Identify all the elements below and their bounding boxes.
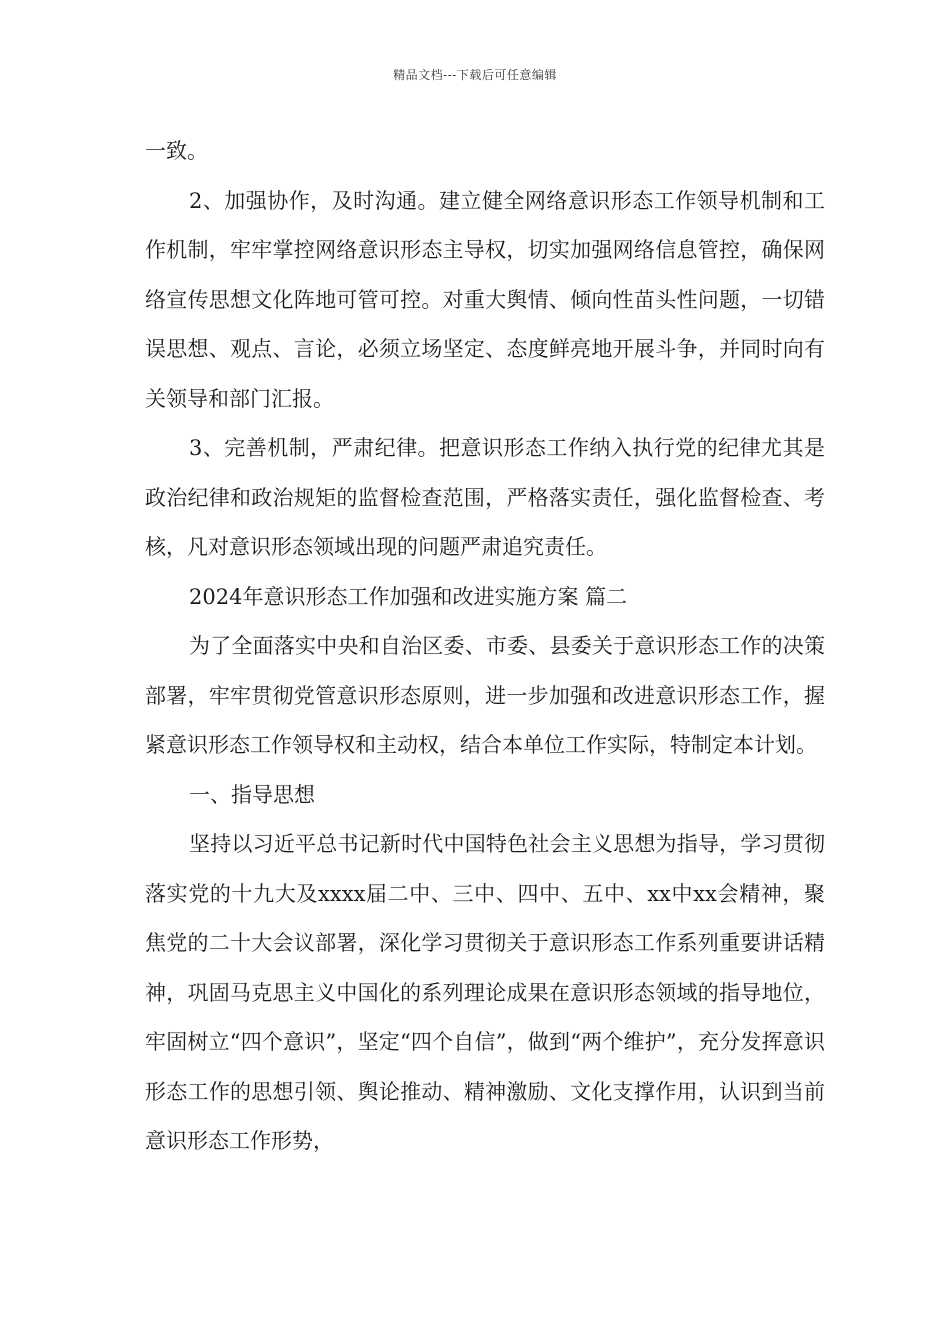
paragraph-guiding-ideology: 坚持以习近平总书记新时代中国特色社会主义思想为指导，学习贯彻落实党的十九大及xxxx届二中、三中、四中、五中、xx中xx会精神，聚焦党的二十大会议部署，深化学习贯彻关于意识形态工作系列重要讲话精神，巩固马克思主义中国化的系列理论成果在意识形态领域的指导地位，牢固树立“四个意识”，坚定“四个自信”，做到“两个维护”，充分发挥意识形态工作的思想引领、舆论推动、精神激励、文化支撑作用，认识到当前意识形态工作形势，: [145, 832, 825, 1153]
paragraph-item-3: 3、完善机制，严肃纪律。把意识形态工作纳入执行党的纪律尤其是政治纪律和政治规矩的监督检查范围，严格落实责任，强化监督检查、考核，凡对意识形态领域出现的问题严肃追究责任。: [145, 436, 825, 559]
paragraph-item-2: 2、加强协作，及时沟通。建立健全网络意识形态工作领导机制和工作机制，牢牢掌控网络意识形态主导权，切实加强网络信息管控，确保网络宣传思想文化阵地可管可控。对重大舆情、倾向性苗头性问题，一切错误思想、观点、言论，必须立场坚定、态度鲜亮地开展斗争，并同时向有关领导和部门汇报。: [145, 188, 825, 411]
section-title: 2024年意识形态工作加强和改进实施方案 篇二: [189, 584, 628, 609]
document-body: [145, 127, 825, 1167]
heading-guiding-ideology: 一、指导思想: [189, 782, 315, 807]
paragraph-continuation: 一致。: [145, 139, 208, 163]
paragraph-intro: 为了全面落实中央和自治区委、市委、县委关于意识形态工作的决策部署，牢牢贯彻党管意识形态原则，进一步加强和改进意识形态工作，握紧意识形态工作领导权和主动权，结合本单位工作实际，特制定本计划。: [145, 634, 825, 757]
page-header: 精品文档---下载后可任意编辑: [393, 68, 557, 82]
